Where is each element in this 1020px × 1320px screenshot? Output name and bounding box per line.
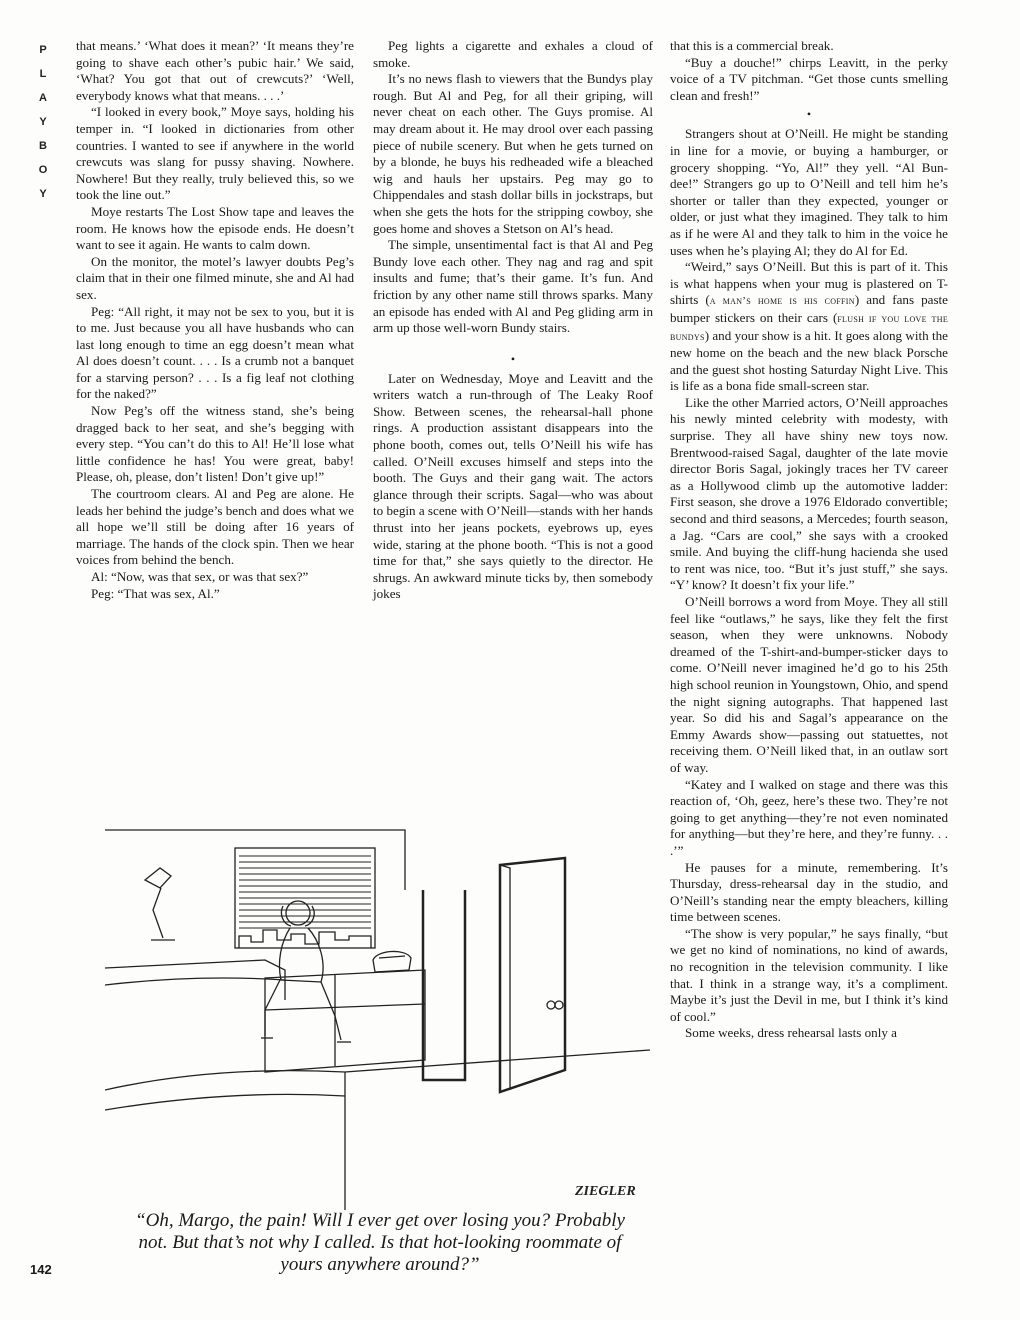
paragraph: Later on Wednesday, Moye and Leavitt and the writers watch a run-through of The Leaky Roof Show. Between scenes, the rehearsal-hall phone rings. A production assistant disappears into the phone booth, comes out, tells O’Neill his wife has called. O’Neill excuses himself and steps into the booth. The Guys and their gang wait. The actors glance through their scripts. Sagal—who was about to begin a scene with O’Neill—stands with her hands thrust into her jeans pockets, eyebrows up, eyes wide, staring at the phone booth. “This is not a good time for that,” she says quietly to the director. He shrugs. An awkward minute ticks by, then somebody jokes (373, 370, 654, 602)
paragraph: “I looked in every book,” Moye says, holding his temper in. “I looked in dictionaries from other countries. I wanted to see if anywhere in the world crewcuts was slang for pussy shaving. Nowhere. Nowhere! But they really, truly believed this, so we took the line out.” (76, 104, 354, 203)
brand-letter: Y (39, 116, 47, 128)
small-caps-text: flush if you love the bundys (670, 312, 949, 343)
paragraph: Now Peg’s off the witness stand, she’s being dragged back to her seat, and she’s begging with every step. “You can’t do this to Al! He’ll lose what little confidence he has! You were great, baby! Please, oh, please, don’t listen! Don’t give up!” (76, 403, 354, 485)
text-run: ) and your show is a hit. It goes along with the new home on the beach and the new black Porsche and the guest shot hosting Saturday Night Live. This is life as a bona fide small-screen star. (670, 327, 948, 394)
paragraph: Peg: “That was sex, Al.” (91, 585, 220, 601)
brand-letter: Y (39, 188, 47, 200)
paragraph: Strangers shout at O’Neill. He might be standing in line for a movie, or buying a hamburger, or grocery shopping. “Yo, Al!” they yell. “Al Bun-dee!” Strangers go up to O’Neill and tell him he’s shorter or taller than they expected, younger or older, or just what they imagined. They talk to him as if he were Al and they talk to him in the voice he uses when he’s playing Al; they do Al for Ed. (670, 126, 948, 258)
paragraph (670, 259, 948, 395)
paragraph: On the monitor, the motel’s lawyer doubts Peg’s claim that in their one filmed minute, she and Al had sex. (76, 253, 354, 302)
paragraph: The courtroom clears. Al and Peg are alone. He leads her behind the judge’s bench and does what we all hope we’ll still be doing after 16 years of marriage. The hands of the clock spin. Then we hear voices from behind the bench. (76, 486, 354, 568)
brand-letter: B (39, 140, 47, 152)
section-separator: • (510, 351, 516, 366)
small-caps-text: a man’s home is his coffin (709, 295, 855, 308)
brand-letter: P (39, 44, 47, 56)
article-column-2 (373, 38, 653, 603)
article-column-1 (76, 38, 354, 602)
paragraph: Like the other Married actors, O’Neill approaches his newly minted celebrity with modesty, with surprise. They all have shiny new toys now. Brentwood-raised Sagal, daughter of the late movie director Boris Sagal, jokingly traces her TV career as a Hollywood climb up the automotive ladder: First season, she drove a 1976 Eldorado convertible; second and third seasons, a Mercedes; fourth season, a Jag. “Cars are cool,” she says with a crooked smile. And buying the cliff-hung hacienda she used to rent was nice, too. “But it’s just stuff,” she says. “Y’ know? It doesn’t fix your life.” (670, 394, 948, 593)
paragraph: Moye restarts The Lost Show tape and leaves the room. He knows how the episode ends. He doesn’t want to see it again. He wants to calm down. (76, 203, 354, 253)
paragraph: “The show is very popular,” he says finally, “but we get no kind of nominations, no kind of awards, no recognition in the television community. I like that. I think in a strange way, it’s a compliment. Maybe it’s just the Devil in me, but I think it’s kind of cool.” (670, 925, 948, 1024)
cartoonist-signature: ZIEGLER (575, 1184, 636, 1199)
paragraph: O’Neill borrows a word from Moye. They all still feel like “outlaws,” he says, like they felt the first season, when they were unknowns. Nobody dreamed of the T-shirt-and-bumper-sticker days to come. O’Neill never imagined he’d go to his 25th high school reunion in Youngstown, Ohio, and spend the night signing autographs. That happened last year. So did his and Sagal’s appearance on the Emmy Awards show—passing out statuettes, not receiving them. O’Neill liked that, in an outlaw sort of way. (670, 594, 948, 775)
paragraph: Peg lights a cigarette and exhales a cloud of smoke. (373, 38, 653, 70)
paragraph: He pauses for a minute, remembering. It’s Thursday, dress-rehearsal day in the studio, and O’Neill’s standing near the empty bleachers, killing time between scenes. (670, 859, 948, 925)
paragraph: The simple, unsentimental fact is that Al and Peg Bundy love each other. They nag and rag and spit insults and fume; that’s their game. It’s fun. And friction by any other name still throws sparks. Many an episode has ended with Al and Peg gliding arm in arm up those well-worn Bundy stairs. (373, 237, 653, 336)
text-run: “Weird,” says O’Neill. But this is part of it. This is what happens when your mug is plastered on T-shirts ( (670, 259, 948, 308)
brand-letter: A (39, 92, 47, 104)
paragraph: “Katey and I walked on stage and there was this reaction of, ‘Oh, geez, here’s these two. They’re not going to get anything—they’re not even nominated for anything—but they’re here, and they’re funny. . . .’” (670, 776, 948, 858)
paragraph: Al: “Now, was that sex, or was that sex?” (91, 569, 309, 584)
cartoon-caption: “Oh, Margo, the pain! Will I ever get over losing you? Probably not. But that’s not why I called. Is that hot-looking roommate of yours anywhere around?” (135, 1210, 625, 1275)
paragraph: that this is a commercial break. (670, 38, 834, 53)
page-number: 142 (30, 1262, 52, 1277)
brand-letter: L (39, 68, 47, 80)
paragraph: “Buy a douche!” chirps Leavitt, in the perky voice of a TV pitchman. “Get those cunts smelling clean and fresh!” (670, 54, 948, 103)
paragraph: that means.’ ‘What does it mean?’ ‘It means they’re going to shave each other’s pubic hair.’ We said, ‘What? You got that out of crewcuts?’ ‘Well, everybody knows what that means. . . .’ (76, 38, 354, 103)
brand-letter: O (38, 164, 48, 176)
magazine-sidebar-brand (36, 38, 50, 206)
paragraph: Peg: “All right, it may not be sex to you, but it is to me. Just because you all have husbands who can last long enough to time an egg doesn’t mean what Al does doesn’t count. . . . Is a crumb not a banquet for a starving person? . . . Is a fig leaf not clothing for the naked?” (76, 303, 354, 402)
cartoon-illustration (105, 810, 650, 1210)
article-column-3 (670, 38, 948, 1042)
paragraph: It’s no news flash to viewers that the Bundys play rough. But Al and Peg, for all their griping, will never cheat on each other. The Guys promise. Al may dream about it. He may drool over each passing piece of nubile scenery. But when he gets turned on by a blonde, he buys his redheaded wife a bleached wig and hauls her upstairs. Peg may go to Chippendales and stash dollar bills in jockstraps, but when she gets the hots for the stripping cowboy, she goes home and shoves a Stetson on Al’s head. (373, 71, 653, 236)
text-run: ) and fans paste bumper stickers on their cars ( (670, 292, 948, 325)
paragraph: Some weeks, dress rehearsal lasts only a (685, 1025, 897, 1041)
section-separator: • (806, 107, 812, 122)
